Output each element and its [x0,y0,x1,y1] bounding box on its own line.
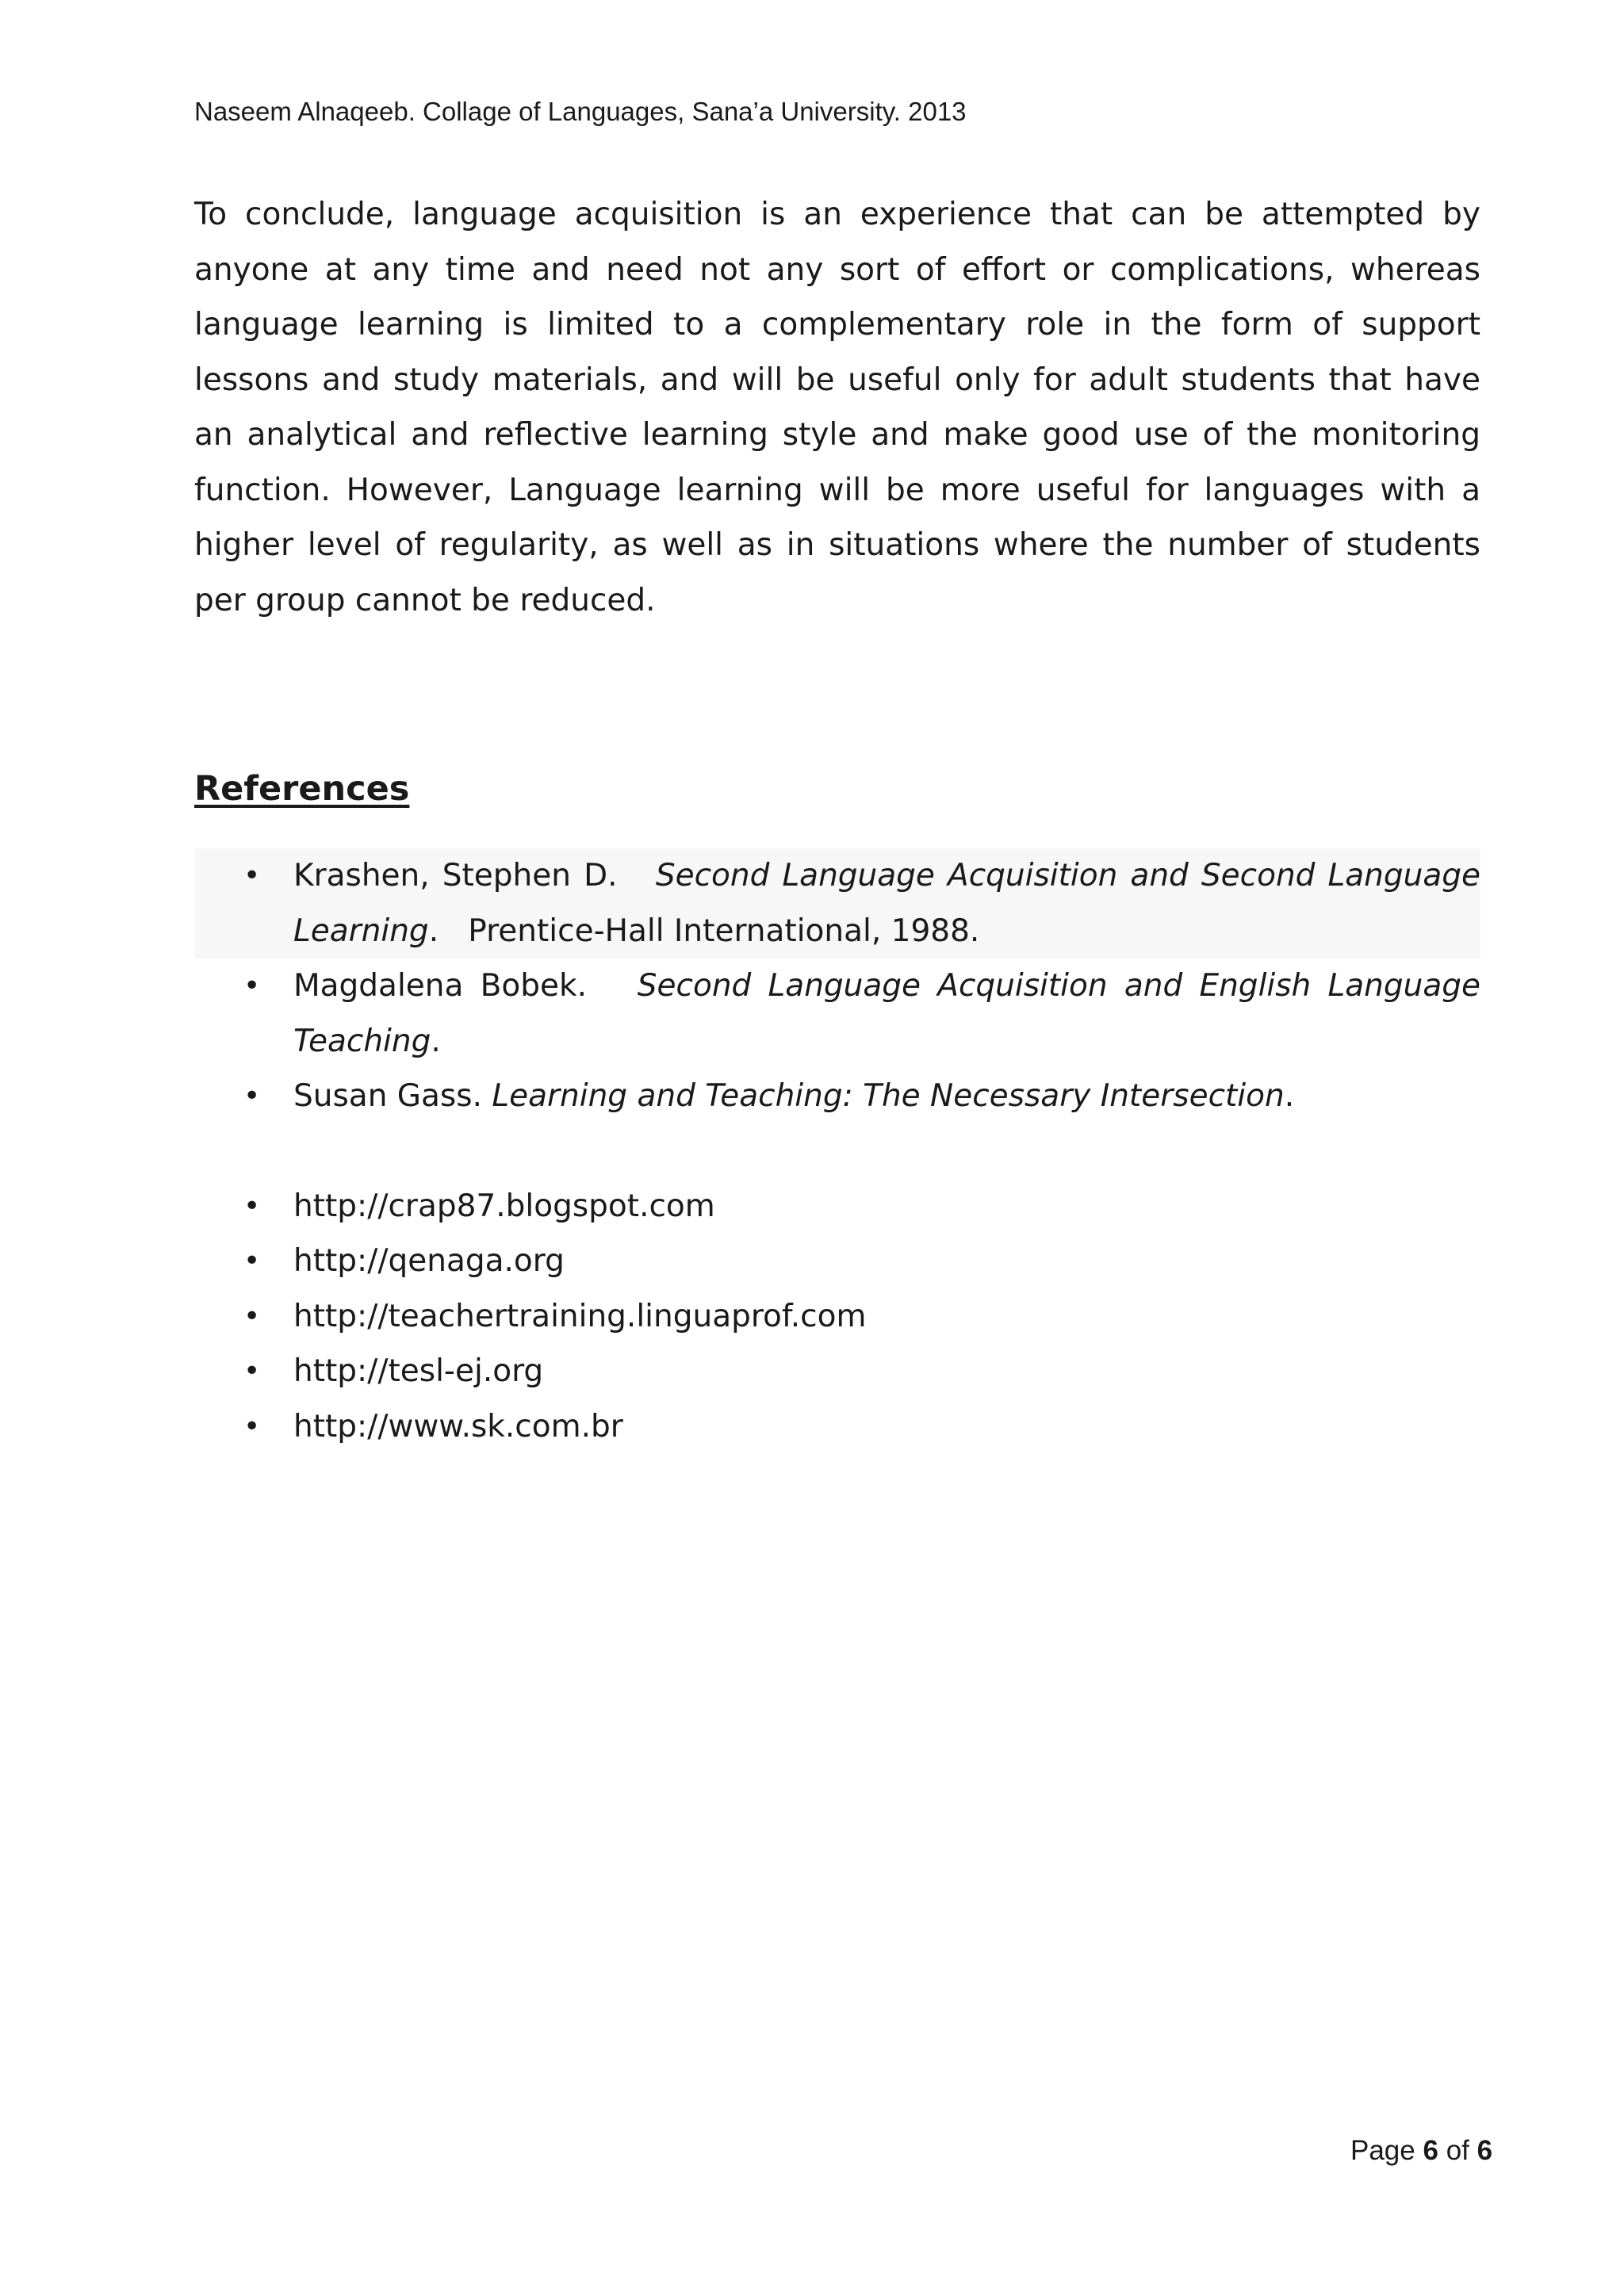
reference-book-item: • Magdalena Bobek. Second Language Acquisition and English Language Teaching. [194,959,1480,1069]
of-word: of [1446,2135,1469,2166]
reference-link[interactable]: http://teachertraining.linguaprof.com [293,1298,867,1334]
conclusion-paragraph: To conclude, language acquisition is an experience that can be attempted by anyone at any time and need not any sort of effort or complications, whereas language learning is limited to a complementary role in the form of support lessons and study materials, and will be useful only for adult students that have an analytical and reflective learning style and make good use of the monitoring function. However, Language learning will be more useful for languages with a higher level of regularity, as well as in situations where the number of students per group cannot be reduced. [194,197,1480,618]
reference-link[interactable]: http://qenaga.org [293,1243,565,1279]
reference-link-item [194,1234,1480,1289]
bullet-icon: • [243,1410,261,1443]
reference-link[interactable]: http://crap87.blogspot.com [293,1188,715,1224]
bullet-icon: • [243,1189,261,1223]
list-spacer [194,1124,1480,1179]
page-number-footer [1350,2135,1492,2167]
reference-title: Learning and Teaching: The Necessary Intersection [492,1078,1285,1114]
reference-title: Second Language Acquisition and Second Language Learning [293,858,1480,949]
reference-author: Krashen, Stephen D. [293,858,618,894]
references-list [194,848,1480,1454]
bullet-icon: • [243,1355,261,1387]
current-page-number: 6 [1423,2135,1438,2166]
page-word: Page [1350,2135,1415,2166]
reference-link-item [194,1179,1480,1234]
reference-publisher: Prentice-Hall International, 1988. [468,913,980,949]
reference-link-item [194,1399,1480,1455]
total-page-number: 6 [1477,2135,1493,2166]
bullet-icon: • [243,1245,261,1277]
reference-link[interactable]: http://tesl-ej.org [293,1353,544,1389]
reference-book-item: • Susan Gass. Learning and Teaching: The Necessary Intersection. [194,1069,1480,1124]
bullet-icon: • [243,1299,261,1333]
reference-link-item [194,1289,1480,1345]
bullet-icon: • [243,1080,261,1112]
running-header: Naseem Alnaqeeb. Collage of Languages, Sana’a University. 2013 [194,97,967,126]
reference-link[interactable]: http://www.sk.com.br [293,1408,623,1445]
references-heading: References [194,769,410,809]
reference-author: Susan Gass. [293,1078,482,1114]
reference-author: Magdalena Bobek. [293,968,588,1004]
reference-title: Second Language Acquisition and English Language Teaching [293,968,1480,1059]
bullet-icon: • [243,970,261,1002]
reference-link-item [194,1344,1480,1399]
reference-book-item: • Krashen, Stephen D. Second Language Acquisition and Second Language Learning. Prentice-Hall International, 1988. [194,848,1480,959]
bullet-icon: • [243,859,261,892]
